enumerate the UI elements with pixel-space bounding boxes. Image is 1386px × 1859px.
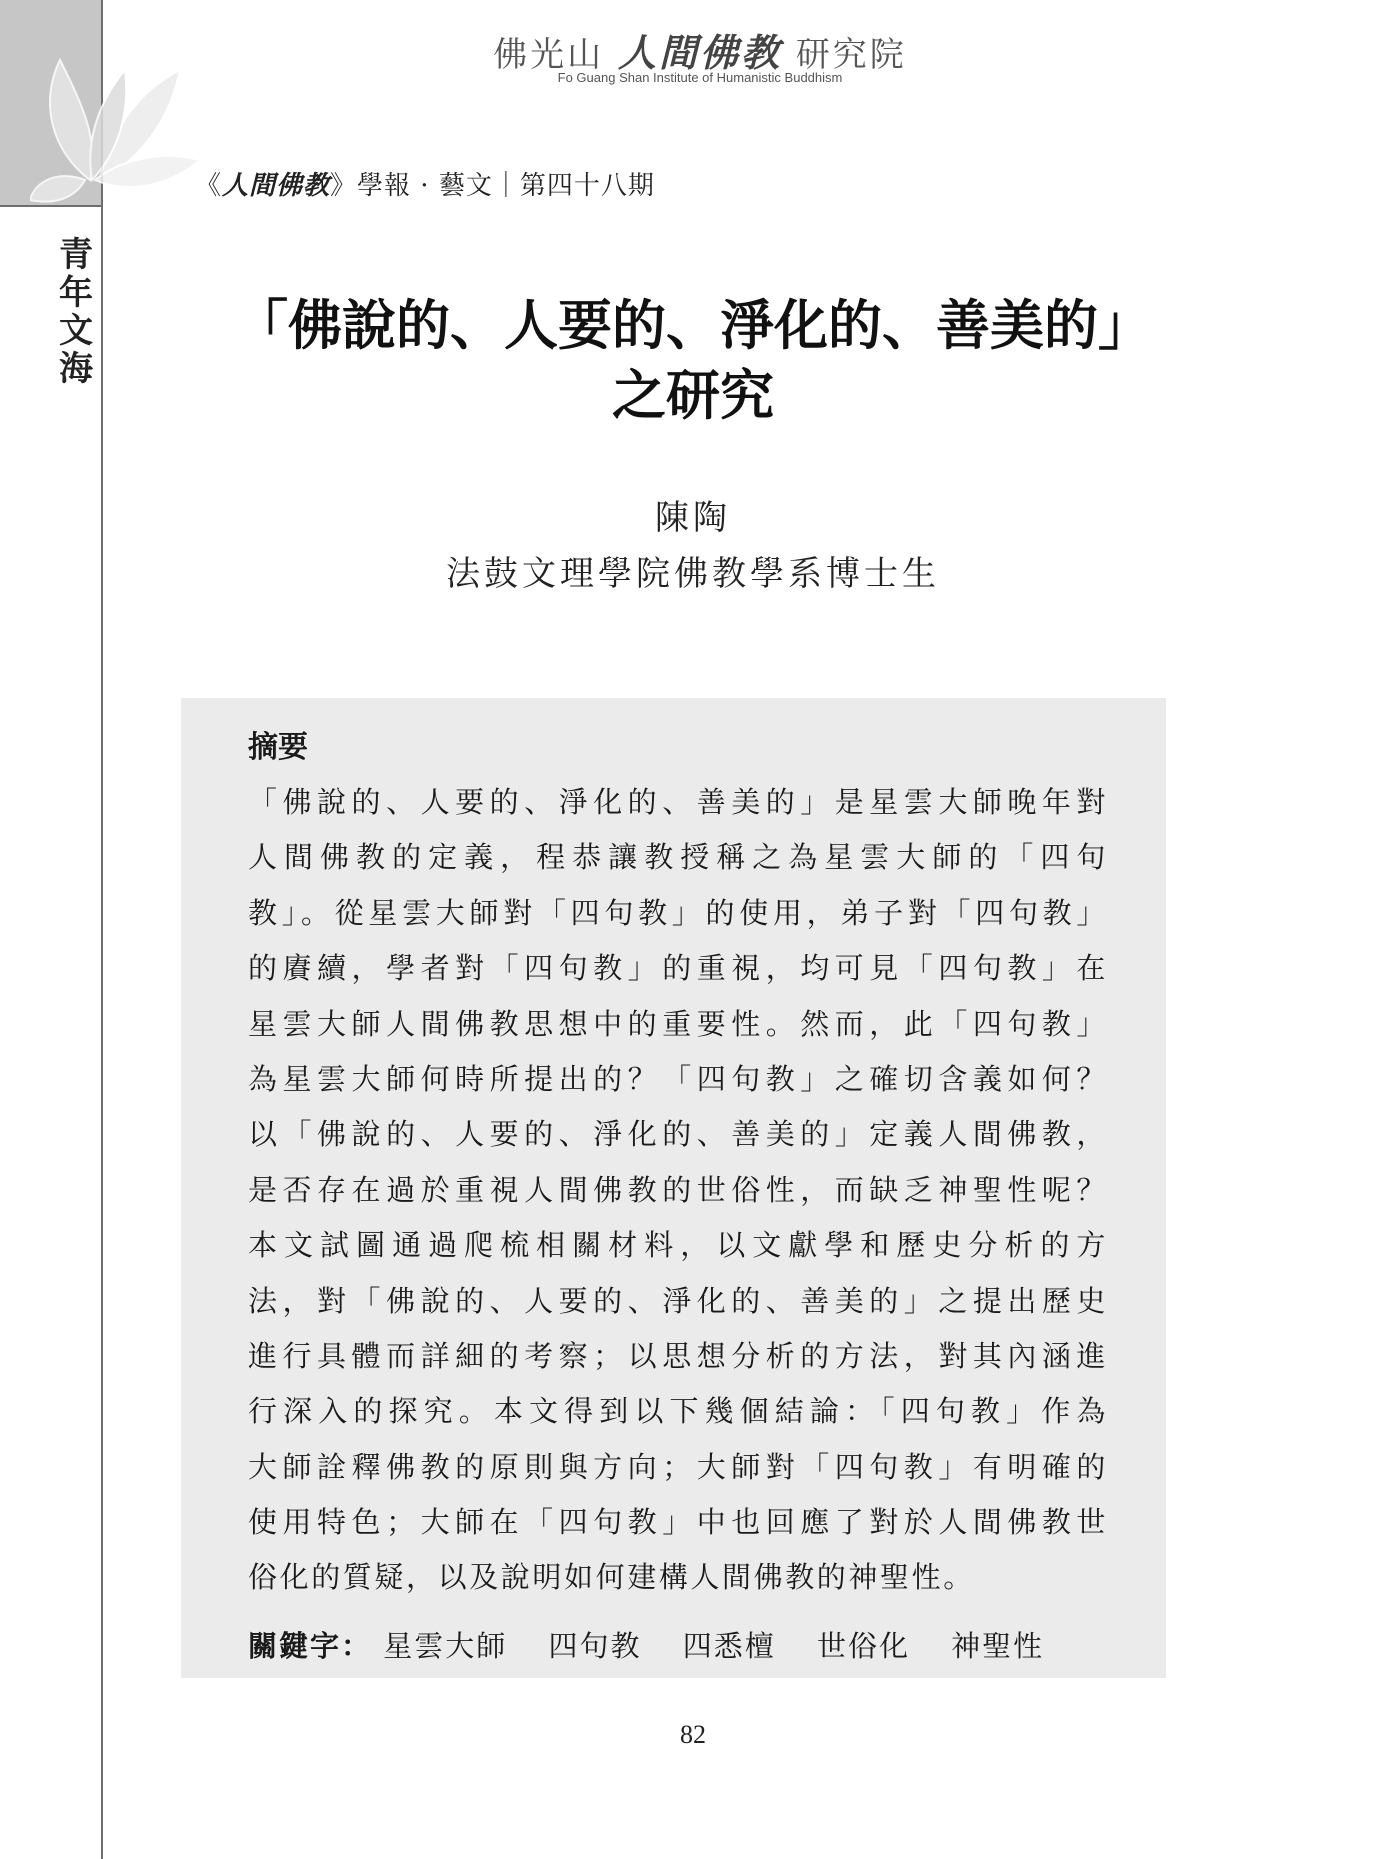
page-number: 82: [680, 1720, 706, 1749]
keywords-label: 關鍵字：: [248, 1629, 373, 1663]
abstract-line: 行深入的探究。本文得到以下幾個結論：「四句教」作為: [248, 1394, 1108, 1429]
sidebar-vertical-rule: [101, 0, 103, 1859]
title-line-1: 「佛說的、人要的、淨化的、善美的」: [234, 293, 1152, 357]
abstract-line: 以「佛說的、人要的、淨化的、善美的」定義人間佛教，: [248, 1117, 1108, 1152]
abstract-line: 「佛說的、人要的、淨化的、善美的」是星雲大師晚年對: [248, 785, 1108, 819]
section-tag-char: 青: [59, 235, 93, 275]
abstract-line: 是否存在過於重視人間佛教的世俗性，而缺乏神聖性呢？: [248, 1172, 1108, 1207]
institute-suffix: 研究院: [795, 35, 907, 75]
keyword: 四悉檀: [682, 1629, 776, 1663]
section-tag-char: 文: [59, 311, 93, 351]
lotus-watermark-icon: [30, 30, 205, 215]
author-name: 陳陶: [655, 498, 731, 538]
journal-name-bold: 人間佛教: [222, 171, 331, 201]
abstract-line: 人間佛教的定義，程恭讓教授稱之為星雲大師的「四句: [248, 840, 1108, 875]
keyword: 世俗化: [816, 1629, 910, 1663]
section-tag-vertical: [56, 236, 96, 388]
abstract-line: 大師詮釋佛教的原則與方向；大師對「四句教」有明確的: [248, 1449, 1108, 1484]
journal-open: 《: [195, 171, 223, 201]
abstract-line: 星雲大師人間佛教思想中的重要性。然而，此「四句教」: [248, 1006, 1108, 1041]
institute-name: [480, 22, 920, 77]
abstract-line: 使用特色；大師在「四句教」中也回應了對於人間佛教世: [248, 1505, 1108, 1540]
article-title: [150, 290, 1236, 430]
abstract-line: 為星雲大師何時所提出的？「四句教」之確切含義如何？: [248, 1061, 1108, 1096]
running-head: [195, 165, 655, 202]
keyword: 神聖性: [951, 1629, 1045, 1663]
abstract-heading: 摘要: [248, 730, 308, 765]
abstract-line: 教」。從星雲大師對「四句教」的使用，弟子對「四句教」: [248, 895, 1108, 930]
abstract-body: [248, 775, 1108, 1606]
keyword: 星雲大師: [383, 1629, 508, 1663]
abstract-line: 的賡續，學者對「四句教」的重視，均可見「四句教」在: [248, 951, 1108, 986]
abstract-line: 本文試圖通過爬梳相關材料，以文獻學和歷史分析的方: [248, 1228, 1108, 1263]
section-tag-char: 海: [59, 349, 93, 389]
keyword: 四句教: [548, 1629, 642, 1663]
institute-english-name: Fo Guang Shan Institute of Humanistic Buddhism: [557, 70, 843, 85]
abstract-line: 法，對「佛說的、人要的、淨化的、善美的」之提出歷史: [248, 1283, 1108, 1318]
keywords-row: [248, 1624, 1074, 1665]
institute-bold-name: 人間佛教: [617, 30, 782, 75]
title-line-2: 之研究: [612, 363, 774, 427]
abstract-line: 進行具體而詳細的考察；以思想分析的方法，對其內涵進: [248, 1338, 1108, 1373]
journal-close: 》學報 · 藝文｜第四十八期: [330, 171, 655, 201]
institute-prefix: 佛光山: [493, 35, 605, 75]
author-affiliation: 法鼓文理學院佛教學系博士生: [446, 554, 940, 594]
section-tag-char: 年: [59, 273, 93, 313]
abstract-line: 俗化的質疑，以及說明如何建構人間佛教的神聖性。: [248, 1560, 975, 1595]
